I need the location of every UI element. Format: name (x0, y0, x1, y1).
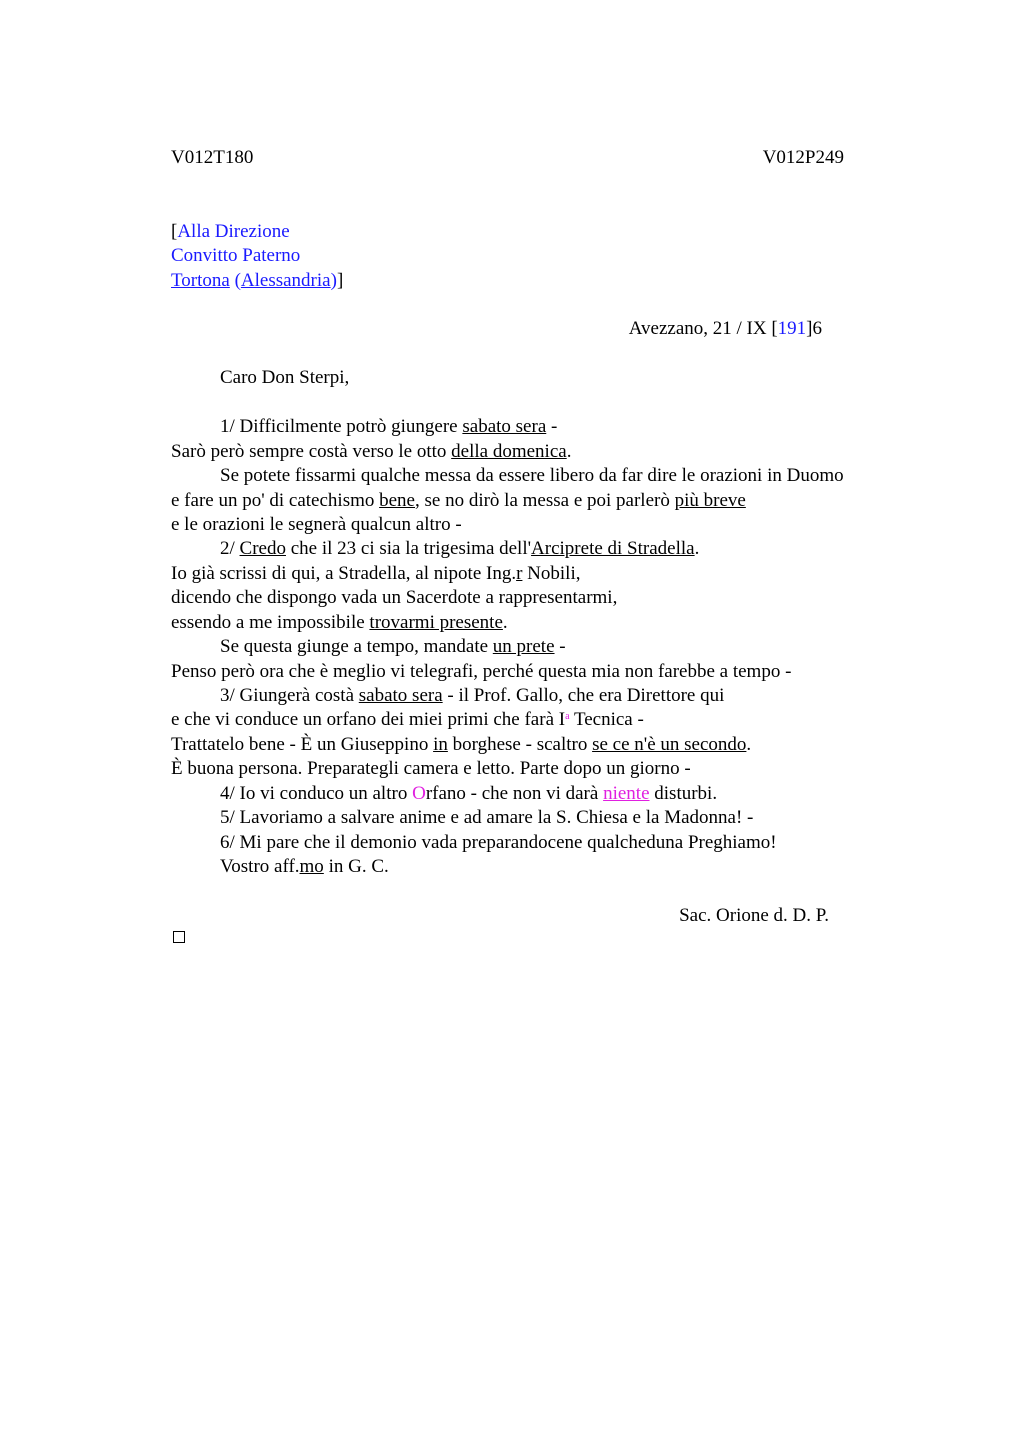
document-code-right: V012P249 (762, 147, 844, 168)
end-marker-box-icon (173, 931, 185, 943)
body-line-18: 6/ Mi pare che il demonio vada preparandocene qualcheduna Preghiamo! (220, 832, 777, 853)
address-line-3: Tortona (Alessandria)] (171, 270, 344, 291)
body-line-7: Io già scrissi di qui, a Stradella, al nipote Ing.r Nobili, (171, 563, 581, 584)
address-line-2: Convitto Paterno (171, 245, 301, 266)
closing-line: Vostro aff.mo in G. C. (220, 856, 389, 877)
body-line-8: dicendo che dispongo vada un Sacerdote a rappresentarmi, (171, 587, 618, 608)
body-line-9: essendo a me impossibile trovarmi presente. (171, 612, 508, 633)
body-line-1: 1/ Difficilmente potrò giungere sabato sera - (220, 416, 558, 437)
body-line-4: e fare un po' di catechismo bene, se no dirò la messa e poi parlerò più breve (171, 490, 746, 511)
body-line-13: e che vi conduce un orfano dei miei primi che farà $I^a$ Tecnica - (171, 709, 644, 730)
body-line-15: È buona persona. Preparategli camera e letto. Parte dopo un giorno - (171, 758, 691, 779)
body-line-17: 5/ Lavoriamo a salvare anime e ad amare la S. Chiesa e la Madonna! - (220, 807, 754, 828)
body-line-11: Penso però ora che è meglio vi telegrafi, perché questa mia non farebbe a tempo - (171, 661, 792, 682)
document-code-left: V012T180 (171, 147, 254, 168)
address-line-1: [Alla Direzione (171, 221, 290, 242)
body-line-14: Trattatelo bene - È un Giuseppino in borghese - scaltro se ce n'è un secondo. (171, 734, 752, 755)
body-line-2: Sarò però sempre costà verso le otto della domenica. (171, 441, 572, 462)
body-line-12: 3/ Giungerà costà sabato sera - il Prof. Gallo, che era Direttore qui (220, 685, 725, 706)
body-line-6: 2/ Credo che il 23 ci sia la trigesima dell'Arciprete di Stradella. (220, 538, 700, 559)
signature: Sac. Orione d. D. P. (679, 905, 829, 926)
body-line-3: Se potete fissarmi qualche messa da essere libero da far dire le orazioni in Duomo (220, 465, 844, 486)
body-line-10: Se questa giunge a tempo, mandate un prete - (220, 636, 566, 657)
body-line-16: 4/ Io vi conduco un altro Orfano - che non vi darà niente disturbi. (220, 783, 718, 804)
body-line-5: e le orazioni le segnerà qualcun altro - (171, 514, 462, 535)
salutation: Caro Don Sterpi, (220, 367, 350, 388)
letter-date: Avezzano, 21 / IX [191]6 (628, 318, 822, 339)
